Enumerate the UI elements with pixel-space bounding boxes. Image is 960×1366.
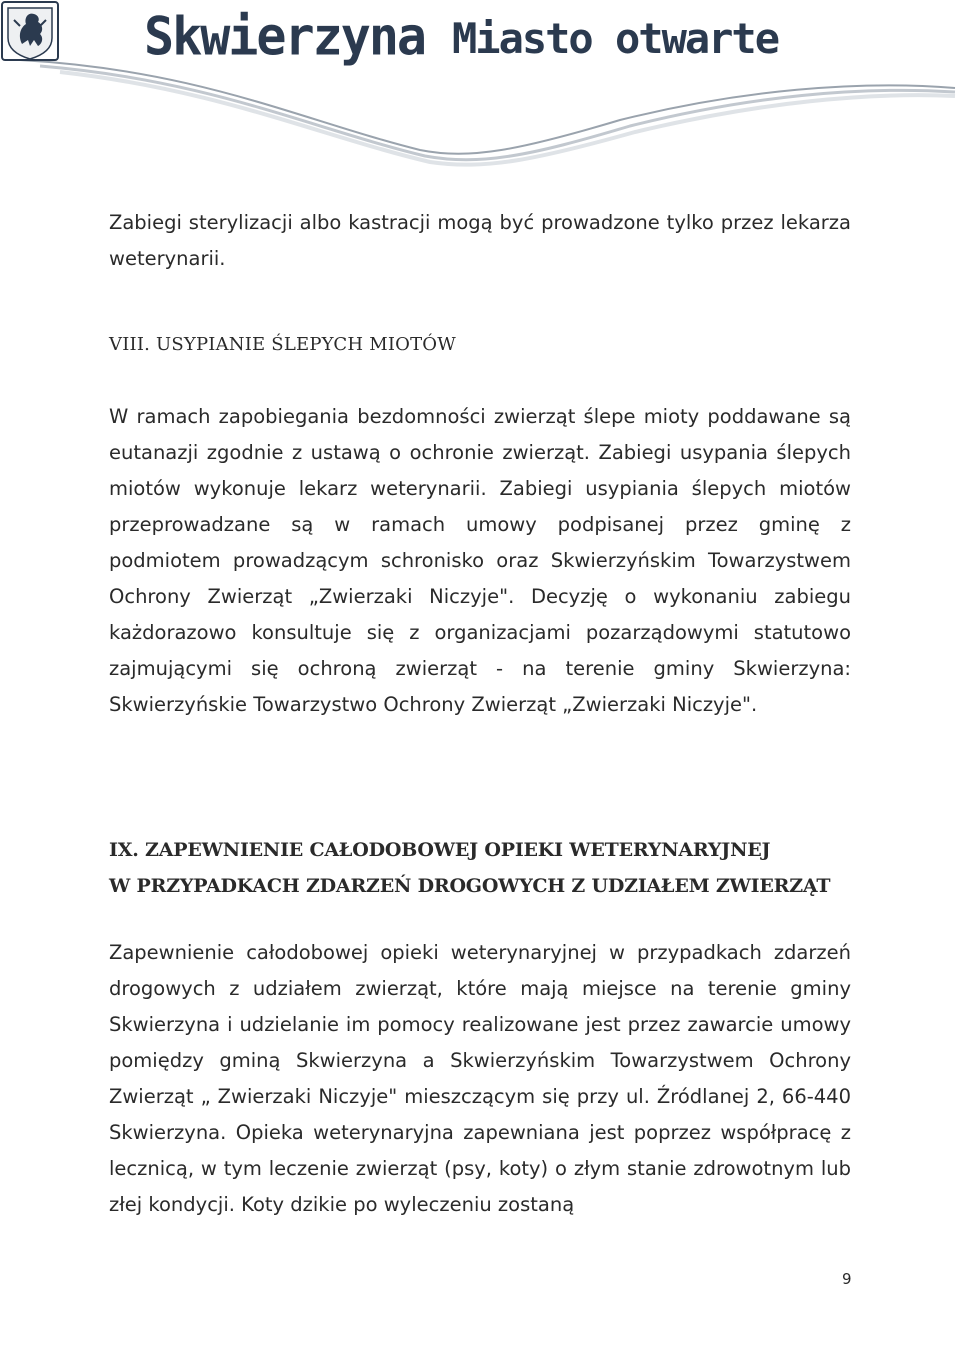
- section-9-heading-line-1: IX. ZAPEWNIENIE CAŁODOBOWEJ OPIEKI WETERYNARYJNEJ: [109, 839, 771, 861]
- intro-paragraph: Zabiegi sterylizacji albo kastracji mogą być prowadzone tylko przez lekarza weterynarii.: [109, 211, 851, 270]
- section-9-paragraph: Zapewnienie całodobowej opieki weterynaryjnej w przypadkach zdarzeń drogowych z udziałem zwierząt, które mają miejsce na terenie gminy Skwierzyna i udzielanie im pomocy realizowane jest przez zawarcie umowy pomiędzy gminą Skwierzyna a Skwierzyńskim Towarzystwem Ochrony Zwierząt „ Zwierzaki Niczyje" mieszczącym się przy ul. Źródlanej 2, 66-440 Skwierzyna. Opieka weterynaryjna zapewniana jest poprzez współpracę z lecznicą, w tym leczenie zwierząt (psy, koty) o złym stanie zdrowotnym lub złej kondycji. Koty dzikie po wyleczeniu zostaną: [109, 941, 851, 1216]
- section-8-heading: VIII. USYPIANIE ŚLEPYCH MIOTÓW: [109, 334, 456, 355]
- section-9-heading-line-2: W PRZYPADKACH ZDARZEŃ DROGOWYCH Z UDZIAŁEM ZWIERZĄT: [109, 875, 831, 897]
- letterhead-city-name: Skwierzyna: [144, 6, 426, 67]
- city-crest-icon: [0, 0, 60, 62]
- letterhead-motto: Miasto otwarte: [452, 14, 779, 63]
- page-number: 9: [842, 1270, 852, 1288]
- letterhead: [0, 0, 960, 170]
- section-8-paragraph: W ramach zapobiegania bezdomności zwierząt ślepe mioty poddawane są eutanazji zgodnie z ustawą o ochronie zwierząt. Zabiegi usypania ślepych miotów wykonuje lekarz weterynarii. Zabiegi usypiania ślepych miotów przeprowadzane są w ramach umowy podpisanej przez gminę z podmiotem prowadzącym schronisko oraz Skwierzyńskim Towarzystwem Ochrony Zwierząt „Zwierzaki Niczyje". Decyzję o wykonaniu zabiegu każdorazowo konsultuje się z organizacjami pozarządowymi statutowo zajmującymi się ochroną zwierząt - na terenie gminy Skwierzyna: Skwierzyńskie Towarzystwo Ochrony Zwierząt „Zwierzaki Niczyje".: [109, 405, 851, 716]
